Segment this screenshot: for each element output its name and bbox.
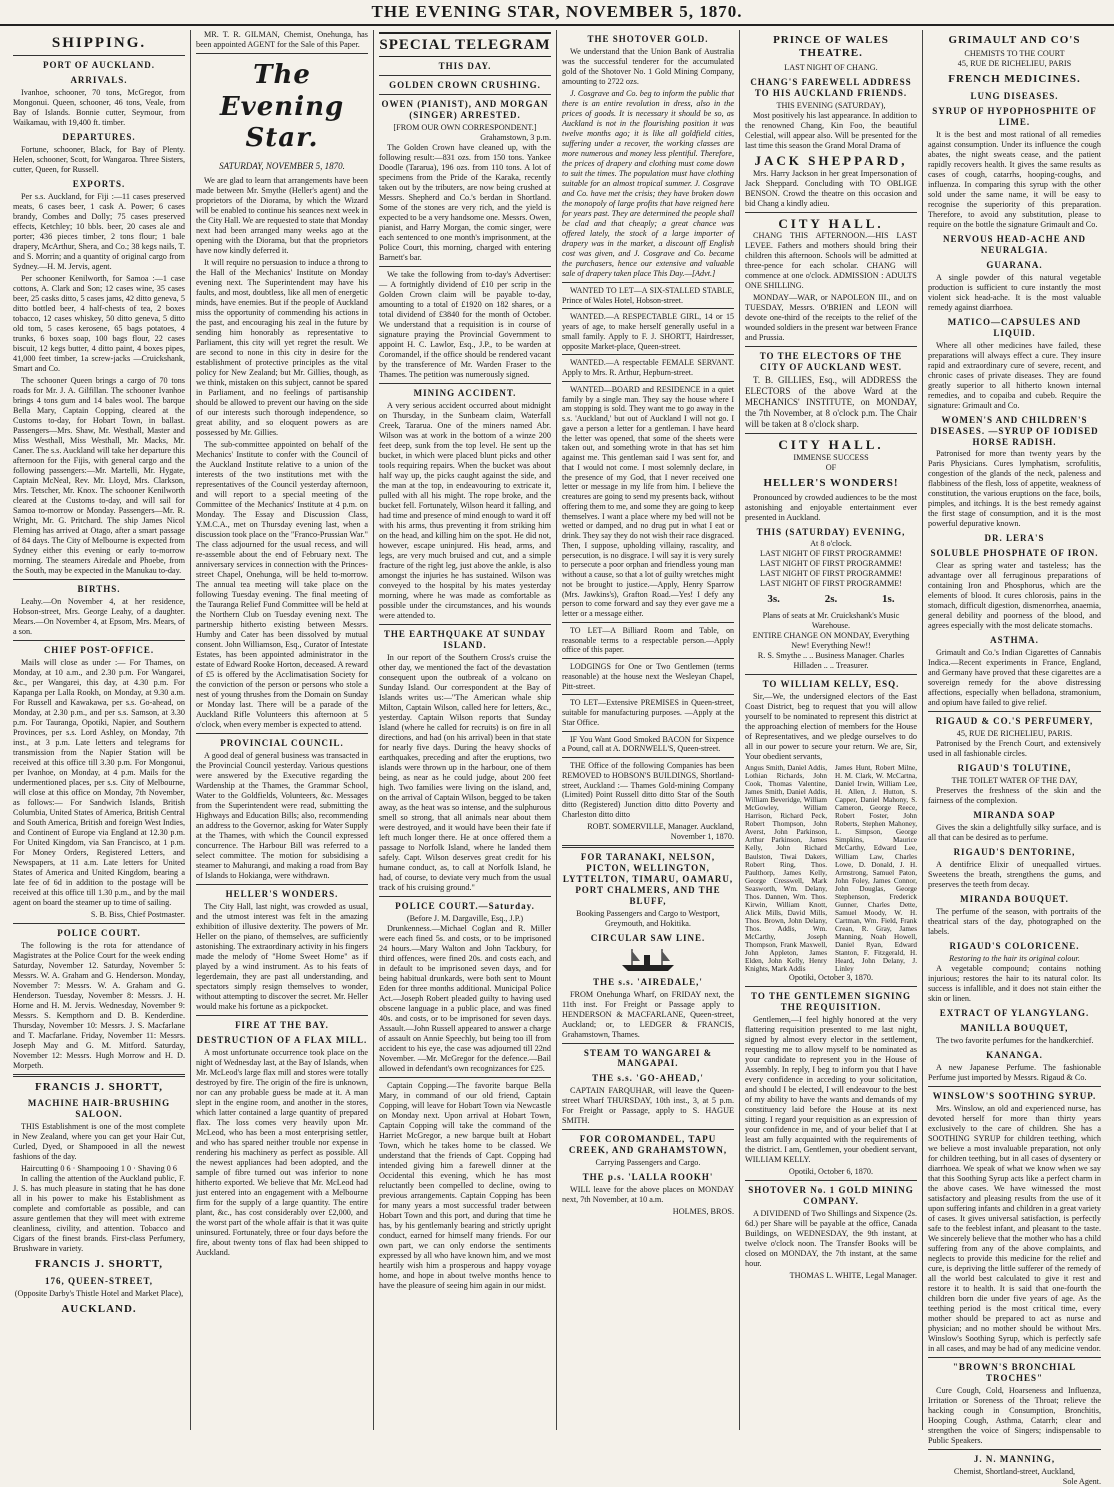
gentlemen-sign: Opotiki, October 6, 1870. <box>788 1167 874 1177</box>
guarana-text: A single powder of this natural vegetable production is sufficient to cure instantly the most violent sick head-ache. It is the most valuable remedy against diarrhoea. <box>928 272 1101 312</box>
kelly-signatories <box>745 764 917 974</box>
police-rota-heading: POLICE COURT. <box>57 928 141 939</box>
jack-sheppard: JACK SHEPPARD, <box>754 152 908 168</box>
lera-text: Clear as spring water and tasteless; has the advantage over all ferruginous preparations of containing Iron and Phosphorus, which are the elements of blood. It cures chlorosis, pains in the stomach, difficult digestion, dismenorrhea, anaemia, general debility and poorness of the blood, and agrees especially with the most delicate stomachs. <box>928 561 1101 631</box>
coloricene-heading: RIGAUD'S COLORICENE. <box>949 941 1080 952</box>
advert-bacon: IF You Want Good Smoked BACON for Sixpence a Pound, call at A. DORNWELL'S, Queen-street. <box>562 734 734 754</box>
coromandel-heading: FOR COROMANDEL, TAPU CREEK, AND GRAHAMSTOWN, <box>568 1134 728 1156</box>
special-telegram-heading: SPECIAL TELEGRAM <box>379 32 551 57</box>
rigaud-heading: RIGAUD & CO.'S PERFUMERY, <box>935 716 1094 727</box>
arrivals-text: Ivanhoe, schooner, 70 tons, McGregor, from Mongonui. Queen, schooner, 46 tons, Veale, from Bay of Islands. Bonnie cutter, Seymour, from Waikamau, with 19,400 ft. timber. <box>13 88 185 128</box>
advert-servant: WANTED.—A respectable FEMALE SERVANT. Apply to Mrs. R. Arthur, Hepburn-street. <box>562 358 734 378</box>
port-heading: PORT OF AUCKLAND. <box>43 60 155 71</box>
dateline: SATURDAY, NOVEMBER 5, 1870. <box>219 161 345 172</box>
departures-text: Fortune, schooner, Black, for Bay of Plenty. Helen, schooner, Scott, for Wangaroa. Three Sisters, cutter, Queen, for Russell. <box>13 145 185 175</box>
of-label: OF <box>825 463 837 473</box>
airedale-text: FROM Onehunga Wharf, on FRIDAY next, the 11th inst. For Freight or Passage apply to HENDERSON & MACFARLANE, Queen-street, Auckland; or, to LEDGER & FRANCIS, Grahamstown, Thames. <box>562 989 734 1039</box>
column-3 <box>374 30 557 1430</box>
advert-billiard: TO LET—A Billiard Room and Table, on reasonable terms to a respectable person.—Apply office of this paper. <box>562 625 734 655</box>
lalla-text: WILL leave for the above places on MONDAY next, 7th November, at 10 a.m. <box>562 1185 734 1205</box>
shortt-footer: FRANCIS J. SHORTT, <box>34 1258 164 1271</box>
shipping-heading: SHIPPING. <box>51 35 147 51</box>
syrup-text: It is the best and most rational of all remedies against consumption. Under its influence the cough abates, the night sweats cease, and the patient rapidly recovers health. It gives the same results as cases of cough, catarrhs, hooping-coughs, and influenza. In comparing this syrup with the other sold under the same name, it will be easy to recognise the superiority of this preparation. Therefore, to avoid any substitution, please to require on the bottle the signature Grimault and Co. <box>928 129 1101 229</box>
city-hall-text: CHANG THIS AFTERNOON.—HIS LAST LEVEE. Fathers and mothers should bring their children this afternoon. Schools will be admitted at three-pence for each scholar. CHANG will commence at one o'clock. ADMISSION : ADULTS ONE SHILLING. <box>745 231 917 291</box>
column-4 <box>557 30 740 1430</box>
grimault-sub: CHEMISTS TO THE COURT <box>964 49 1065 59</box>
copping-text: Captain Copping.—The favorite barque Bella Mary, in command of our old friend, Captain Copping, will leave for Hobart Town via Newcastle on Monday next. Upon arrival at Hobart Town, Captain Copping will take the command of the Harriet McGregor, a new barque built at Hobart Town, which he takes home to be classed. We understand that the friends of Capt. Copping had intended giving him a farewell dinner at the Occidental this evening, which he has most reluctantly been compelled to decline, owing to previous arrangements. Captain Copping has been for many years a most successful trader between Hobart Town and this port, and during that time he has, by his gentlemanly bearing and strictly upright conduct, earned for himself many friends. For our own part, we can only endorse the sentiments expressed by all who have known him, and we most heartily wish him a prosperous and happy voyage home, and hope in about twelve months hence to have the pleasure of seeing him again in our midst. <box>379 1081 551 1291</box>
fire-heading: FIRE AT THE BAY. <box>235 1020 329 1031</box>
column-2 <box>191 30 374 1430</box>
shortt-address-2: (Opposite Darby's Thistle Hotel and Market Place), <box>14 1288 184 1298</box>
ylang-text: The two favorite perfumes for the handkerchief. <box>936 1036 1094 1046</box>
matico-heading: MATICO—CAPSULES AND LIQUID. <box>947 316 1082 338</box>
ports-heading: FOR TARANAKI, NELSON, PICTON, WELLINGTON, LYTTELTON, TIMARU, OAMARU, PORT CHALMERS, AND THE BLUFF, <box>562 851 734 906</box>
shortt-sub: MACHINE HAIR-BRUSHING SALOON. <box>27 1098 171 1120</box>
manning-address: Chemist, Shortland-street, Auckland, <box>953 1466 1076 1476</box>
theatre-text-2: Mrs. Harry Jackson in her great Impersonation of Jack Sheppard. Concluding with TO OBLIGE BENSON. Crowd the theatre on this occasion and bid Chang a kindly adieu. <box>745 168 917 208</box>
shortt-city: AUCKLAND. <box>61 1302 137 1315</box>
arrest-heading: OWEN (PIANIST), AND MORGAN (SINGER) ARRESTED. <box>381 99 549 121</box>
lalla-sign: HOLMES, BROS. <box>672 1207 734 1217</box>
shortt-address: 176, QUEEN-STREET, <box>44 1275 154 1286</box>
manning-heading: J. N. MANNING, <box>973 1454 1056 1464</box>
city-hall-heading: CITY HALL. <box>778 215 884 231</box>
last-night-line: LAST NIGHT OF FIRST PROGRAMME! <box>760 549 902 559</box>
earthquake-heading: THE EARTHQUAKE AT SUNDAY ISLAND. <box>383 629 547 651</box>
police-court-text: Drunkenness.—Michael Coglan and R. Miller were each fined 5s. and costs, or to be imprisoned 24 hours.—Mary Walton and John Tackbury, for third offences, were fined 20s. and costs each, and in default to be imprisoned seven days, and for being habitual drunkards, were both sent to Mount Eden for three months additional. Municipal Police Act.—Joseph Robert pleaded guilty to having used obscene language in a public place, and was fined 40s. and costs, or to be imprisoned for seven days. Assault.—John Russell appeared to answer a charge of assault on Annie Speechly, but being too ill from accident to his eye, the case was adjourned till 22nd November. —Mr. McGregor for the defence.—Bail allowed in defendant's own recognizances for £25. <box>379 924 551 1074</box>
rigaud-text: Patronised by the French Court, and extensively used in all fashionable circles. <box>928 739 1101 759</box>
shortt-text: THIS Establishment is one of the most complete in New Zealand, where you can get your Hair Cut, Curled, Dyed, or Shampooed in all the newest fashions of the day. <box>13 1122 185 1162</box>
manning-agent: Sole Agent. <box>1062 1476 1101 1486</box>
electors-text: T. B. GILLIES, Esq., will ADDRESS the ELECTORS of the above Ward at the MECHANICS' INSTITUTE, on MONDAY, the 7th November, at 8 o'clock p.m. The Chair will be taken at 8 o'clock sharp. <box>745 375 917 430</box>
arrivals-heading: ARRIVALS. <box>70 75 128 86</box>
exports-text-2: Per schooner Kenilworth, for Samoa :—1 case cottons, A. Clark and Son; 12 cases wine, 35 cases beer, 25 casks ditto, 5 cases jams, 42 ditto geneva, 5 ditto bottled beer, 4 half-chests of tea, 2 boxes tobacco, 12 cases whiskey, 50 ditto geneva, 5 ditto old tom, 5 cases kerosene, 65 bags potatoes, 4 trunks, 6 boxes soap, 100 bags flour, 22 cases biscuit, 12 kegs butter, 4 ditto paint, 4 boxes pipes, 41,000 feet timber, 1a screw-jacks —Cruickshank, Smart and Co. <box>13 274 185 374</box>
mining-text: A very serious accident occurred about midnight on Thursday, in the Sunbeam claim, Waterfall Creek, Tararua. One of the miners named Abr. Wilson was at work in the bottom of a winze 200 feet deep, sunk from the top level. He sent up the bucket, in which were placed blunt picks and other tools requiring repairs. When the bucket was about half way up, the picks caught against the side, and the man at the top, in endeavouring to extricate it, pulled with all his might. The rope broke, and the bucket fell. Fortunately, Wilson heard it falling, and had time and presence of mind enough to ward it off with his arms, thus preventing it from striking him on the head, and killing him on the spot. He did not, however, escape uninjured. His head, arms, and legs, are very much bruised and cut, and a simple fracture of the right leg, just above the ankle, is also amongst the injuries he has sustained. Wilson was conveyed to the hospital by his mates yesterday morning, where he was made as comfortable as possible under the circumstances, and his wounds were attended to. <box>379 401 551 621</box>
at-eight: At 8 o'clock. <box>810 539 852 549</box>
shotover-gold-text: We understand that the Union Bank of Australia was the successful tenderer for the accumulated gold of the Shotover No. 1 Gold Mining Company, amounting to 2722 ozs. <box>562 46 734 86</box>
shotover-dividend-sign: THOMAS L. WHITE, Legal Manager. <box>789 1271 917 1281</box>
advert-lodgings: LODGINGS for One or Two Gentlemen (terms reasonable) at the house next the Wesleyan Chapel, Pitt-street. <box>562 662 734 691</box>
fire-sub: DESTRUCTION OF A FLAX MILL. <box>196 1035 368 1046</box>
coloricene-text: A vegetable compound; contains nothing injurious; restores the hair to its natural color. Its success is infallible, and it does not stain either the skin or linen. <box>928 964 1101 1004</box>
this-evening: THIS EVENING (SATURDAY), <box>776 100 886 110</box>
grimault-address: 45, RUE DE RICHELIEU, PARIS <box>957 59 1072 69</box>
miranda-soap-text: Gives the skin a delightfully silky surface, and is all that can be desired as to perfume. <box>928 823 1101 843</box>
dentorine-text: A dentifrice Elixir of unequalled virtues. Sweetens the breath, strengthens the gums, and preserves the teeth from decay. <box>928 860 1101 890</box>
last-night-chang: LAST NIGHT OF CHANG. <box>784 62 878 72</box>
advert-stable: WANTED TO LET—A SIX-STALLED STABLE, Prince of Wales Hotel, Hobson-street. <box>562 285 734 305</box>
seat-plans: Plans of seats at Mr. Cruickshank's Music Warehouse. <box>762 610 900 630</box>
immense-success: IMMENSE SUCCESS <box>793 453 869 463</box>
bouquet-text: The perfume of the season, with portraits of the theatrical stars of the day, photographed on the labels. <box>928 907 1101 937</box>
column-6 <box>923 30 1106 1486</box>
advertiser-text: We take the following from to-day's Advertiser:— A fortnightly dividend of £10 per scrip in the Golden Crown claim will be payable to-day, amounting to a total of £1920 on 182 shares, or a total dividend of £3840 for the month of October. We understand that a requisition is in course of signature praying the Provincial Government to appoint H. C. Lawlor, Esq., J.P., to be warden at Coromandel, if the office should be rendered vacant by the transference of Mr. Warden Fraser to the Thames. The petition was numerously signed. <box>379 270 551 380</box>
cosgrave-advert: J. Cosgrave and Co. beg to inform the public that there is an entire revolution in dress, also in the prices of goods. It is necessary it should be so, as Auckland is not in the flourishing position it was twelve months ago; it is like all goldfield cities, suffering under a recover, the working classes are more numerous and money less plentiful. Therefore, the prices of drapery and clothing must come down to suit the times. The population must have clothing suitable for an almost tropical summer. J. Cosgrave and Co. have met the crisis; they have broken down the monopoly of large profits that have reigned here for years past. They are determined the people shall be clad and that cheaply; a great chance was offered lately, the stock of a large importer of drapery was in the market, a discount off English cost was given, and J. Cosgrave and Co. became the purchasers, hence our extensive and valuable sale of drapery taken place This Day.—[Advt.] <box>562 88 734 278</box>
provincial-text: A good deal of general business was transacted in the Provincial Council yesterday. Various questions were answered by the Executive regarding the Wardenship at the Thames, the Grammar School, Water to the Goldfields, Volunteers, &c. Messages from the Superintendent were read, submitting the Highways and Education Bills; also, recommending an address to the Governor, asking for Water Supply at the Thames, with which the Council expressed concurrence. The Harbour Bill was referred to a select committee. The motion for subsidising a steamer to Mahurangi, and making a road from Bay of Islands to Hokianga, were withdrawn. <box>196 751 368 881</box>
dentorine-heading: RIGAUD'S DENTORINE, <box>953 847 1076 858</box>
chang-farewell: CHANG'S FAREWELL ADDRESS TO HIS AUCKLAND FRIENDS. <box>750 76 912 98</box>
heller-text: The City Hall, last night, was crowded as usual, and the utmost interest was felt in the amazing exhibition of illusive dexterity. The powers of Mr. Heller on the piano, of themselves, are sufficiently astonishing. The extraordinary activity in his fingers made the melody of "Home Sweet Home" as if played by a wind instrument. As to his feats of legerdemain, they are past all understanding, and spectators simply resign themselves to wonder, without attempting to discover the secret. Mr. Heller would make his fortune as a pickpocket. <box>196 902 368 1012</box>
lalla-heading: THE p.s. 'LALLA ROOKH' <box>582 1172 714 1183</box>
ticket-prices <box>745 593 917 606</box>
ylang-heading: EXTRACT OF YLANGYLANG. <box>939 1008 1090 1019</box>
advert-companies: THE Office of the following Companies has been REMOVED to HOBSON'S BUILDINGS, Shortland-street, Auckland :— Thames Gold-mining Company (Limited) Point Russell ditto ditto Star of the South ditto (Registered) Junction ditto ditto Poverty and Charleston ditto ditto <box>562 761 734 819</box>
bronchial-text: Cure Cough, Cold, Hoarseness and Influenza, Irritation or Soreness of the Throat; relieve the hacking cough in Consumption, Bronchitis, Hooping Cough, Asthma, Catarrh; clear and strengthen the voice of Singers; indispensable to Public Speakers. <box>928 1386 1101 1445</box>
tolutine-sub: THE TOILET WATER OF THE DAY, <box>951 776 1078 786</box>
goahead-heading: THE s.s. 'GO-AHEAD,' <box>592 1073 704 1084</box>
masthead-title: THE EVENING STAR, NOVEMBER 5, 1870. <box>371 2 743 21</box>
miranda-soap-heading: MIRANDA SOAP <box>973 810 1056 821</box>
editorial-2: It will require no persuasion to induce a throng to the Hall of the Mechanics' Institute on Monday evening next. The Superintendent may have his faults, and most, doubtless, like all men of energetic minds, have enemies. But if the people of Auckland miss the opportunity of commending his actions in the past, and encouraging his zeal in the future by sending him honorably as representative to Parliament, this city will yet regret the result. We are second to none in this city in desire for the establishment of protective principles as the vital policy for New Zealand; but Mr. Gillies, though, as we think, mistaken on this subject, cannot be spared in Parliament, and no feelings of partisanship should be allowed to prevent our having on the side of our interests such thorough independence, so great ability, and so eloquent powers as are possessed by Mr. Gillies. <box>196 258 368 438</box>
signatories-right: James Hunt, Robert Milne, H. M. Clark, W. McCartna, Daniel Irwin, William Lee, H. Allen, J. Hutton, S. Capper, Daniel Mahony, S. Cameron, George Reece, Robert Foster, John Roberts, Stephen Mahoney, L. Simpson, George Simpkins, Maurice McCarthy, Edward Lee, William Law, Charles Lowe, D. Donald, J. H. Armstrong, Samuel Paton, John Foley, James Connor, John Douglas, George Stephenson, Frederick Gunner, Charles Dette, Samuel Moody, W. H. Cartman, Wm. Field, Frank Crean, R. Gray, James Manning, Noah Howell, Daniel Ryan, Edward Stanton, F. Fitzgerald, H. Heard, John Delany, J. Linley <box>835 763 917 974</box>
women-heading: WOMEN'S AND CHILDREN'S DISEASES. —SYRUP OF IODISED HORSE RADISH. <box>930 414 1099 447</box>
newspaper-columns <box>8 30 1106 1486</box>
sawline-heading: CIRCULAR SAW LINE. <box>590 932 706 943</box>
mining-heading: MINING ACCIDENT. <box>413 388 517 399</box>
price-second: 2s. <box>824 593 838 606</box>
winslow-heading: WINSLOW'S SOOTHING SYRUP. <box>932 1091 1097 1102</box>
asthma-heading: ASTHMA. <box>990 635 1039 646</box>
shortt-heading: FRANCIS J. SHORTT, <box>34 1081 164 1094</box>
airedale-heading: THE s.s. 'AIREDALE,' <box>593 976 703 987</box>
gilman-notice: MR. T. R. GILMAN, Chemist, Onehunga, has been appointed AGENT for the Sale of this Paper. <box>196 30 368 49</box>
police-court-sub: (Before J. M. Dargaville, Esq., J.P.) <box>406 914 524 924</box>
police-court-heading: POLICE COURT.—Saturday. <box>395 901 535 912</box>
newspaper-title: The Evening Star. <box>219 60 345 154</box>
theatre-text: Most positively his last appearance. In addition to the renowned Chang, Kin Foo, the beautiful Celestial, will appear also. Will be presented for the last time this season the Grand Moral Drama of <box>745 110 917 150</box>
masthead <box>0 0 1114 26</box>
shotover-gold-heading: THE SHOTOVER GOLD. <box>587 34 709 44</box>
kananga-heading: KANANGA. <box>986 1050 1043 1061</box>
shotover-dividend-heading: SHOTOVER No. 1 GOLD MINING COMPANY. <box>748 1185 914 1207</box>
kananga-text: A new Japanese Perfume. The fashionable Perfume just imported by Messrs. Rigaud & Co. <box>928 1063 1101 1083</box>
coloricene-sub: Restoring to the hair its original colour. <box>949 954 1080 964</box>
exports-heading: EXPORTS. <box>72 179 126 190</box>
city-hall-2-heading: CITY HALL. <box>778 437 884 453</box>
shortt-prices: Haircutting 0 6 · Shampooing 1 0 · Shaving 0 6 <box>20 1164 177 1174</box>
births-text: Leahy.—On November 4, at her residence, Hobson-street, Mrs. George Leahy, of a daughter. Mears.—On November 4, at Epsom, Mrs. Mears, of a son. <box>13 597 185 637</box>
post-office-sign: S. B. Biss, Chief Postmaster. <box>90 910 185 920</box>
winslow-text: Mrs. Winslow, an old and experienced nurse, has devoted herself for more than thirty years exclusively to the care of children. She has a SOOTHING SYRUP for children teething, which we believe a most invaluable preparation, not only for children teething, but in all cases of dysentery or diarrhoea. We speak of what we know when we say that this Soothing Syrup acts like a perfect charm in the above cases. We have witnessed the most satisfactory and pleasing results from the use of it upon suffering infants and children in a great variety of cases. It gives universal satisfaction, is perfectly safe to the feeblest infant, and pleasant to the taste. We sincerely believe that the mother who has a child suffering from any of the above complaints, and neglects to provide this medicine for the relief and cure, is depriving the little sufferer of the remedy of all the world best calculated to give it rest and restore it to health. It is said that one-fourth the children born die under five years of age. As the teething period is the most critical time, every mother should be prepared to act as nurse and physician; and no mother should be without Mrs. Winslow's Soothing Syrup, which is perfectly safe in all cases, and may be had of any medicine vendor. <box>928 1104 1101 1354</box>
exports-text: Per s.s. Auckland, for Fiji :—11 cases preserved meats, 6 cases beer, 1 cask A. Power; 6 cases brandy, Combes and Dolly; 75 cases preserved effects, Ketchley; 10 bbls. beer, 20 cases ale and porter; 436 pieces timber, 2 tons flour; 1 bale drapery, McArthur, Shera, and Co.; 38 kegs nails, T. and S. Morrin; and a quantity of original cargo from Sydney.—H. M. Jervis, agent. <box>13 192 185 272</box>
nervous-heading: NERVOUS HEAD-ACHE AND NEURALGIA. <box>942 233 1086 255</box>
advert-companies-sign: ROBT. SOMERVILLE, Manager. Auckland, November 1, 1870. <box>587 821 734 841</box>
bronchial-heading: "BROWN'S BRONCHIAL TROCHES" <box>952 1362 1077 1384</box>
golden-crown-heading: GOLDEN CROWN CRUSHING. <box>389 80 541 91</box>
post-office-heading: CHIEF POST-OFFICE. <box>43 645 155 656</box>
entire-change: ENTIRE CHANGE ON MONDAY, Everything New! Everything New!! <box>752 630 910 650</box>
place-time: Grahamstown, 3 p.m. <box>480 133 551 143</box>
guarana-heading: GUARANA. <box>986 259 1043 270</box>
last-night-line: LAST NIGHT OF FIRST PROGRAMME! <box>760 559 902 569</box>
gentlemen-heading: TO THE GENTLEMEN SIGNING THE REQUISITION. <box>751 991 911 1013</box>
advert-girl: WANTED.—A RESPECTABLE GIRL, 14 or 15 years of age, to make herself generally useful in a small family. Apply to F. J. SHORTT, Hairdresser, opposite Market-place, Queen-street. <box>562 312 734 351</box>
earthquake-text: In our report of the Southern Cross's cruise the other day, we mentioned the fact of the devastation consequent upon the outbreak of a volcano on Sunday Island. Our correspondent at the Bay of Islands writes us:—"The American whale ship Milton, Captain Wilson, called here for letters, &c., yesterday. Captain Wilson reports that Sunday Island (where he called for recruits) is on fire in all directions, and had (on his arrival) been in that state for nearly five days. During the heavy shocks of earthquakes, preceding and after the eruptions, two islands were thrown up in the harbour, one of them being, as near as he could judge, about 200 feet high. Two families were living on the island, and, on the arrival of Captain Wilson, begged to be taken away, as the heat was so intense, and the sulphurous smell so strong, that all animals near about them were destroyed, and it would have been their fate if left much longer there. He at once offered them a passage to Norfolk Island, where he landed them safely. Capt. Wilson deserves great credit for his humane conduct, as, to call at Norfolk Island, he had, of course, to deviate very much from the usual track of his cruising ground." <box>379 653 551 893</box>
column-5 <box>740 30 923 1430</box>
women-text: Patronised for more than twenty years by the Paris Physicians. Cures lymphatism, scrofulitis, congestion of the glands of the neck, paleness and flabbiness of the flesh, loss of appetite, weakness of constitution, the various eruptions on the face, boils, pimples, and itchings. It is the best remedy against the first stage of consumption, and it is the most powerful depurative known. <box>928 449 1101 529</box>
ports-text: Booking Passengers and Cargo to Westport, Greymouth, and Hokitika. <box>576 908 720 928</box>
bouquet-heading: MIRANDA BOUQUET. <box>960 894 1069 905</box>
goahead-text: CAPTAIN FARQUHAR, will leave the Queen-street Wharf THURSDAY, 10th inst., 3, at 5 p.m. For Freight or Passage, apply to S. HAGUE SMITH. <box>562 1086 734 1126</box>
rigaud-address: 45, RUE DE RICHELIEU, PARIS. <box>956 729 1073 739</box>
matico-text: Where all other medicines have failed, these preparations will always effect a cure. They insure rapid and extraordinary cure of severe, recent, and chronic cases of private diseases. They are found greatly superior to all hitherto known internal remedies, and to copaiba and cubeb. Require the signature: Grimault and Co. <box>928 340 1101 410</box>
heller-heading: HELLER'S WONDERS. <box>225 889 339 900</box>
advert-board: WANTED—BOARD and RESIDENCE in a quiet family by a single man. They say the house where I am stopping is sold. They want me to go away in the s.s. 'Auckland,' but out of Auckland I will not go. I gave a person a letter for a gentleman. I have heard the letter was opened, that some of the sheets were taken out, and something wrote in that has set him against me. This gentleman said I was sent for, and that I would not come. I most solemnly declare, in the presence of my God, that I never received one letter or message in my life from him. I believe the creatures are going to send my presents back, without offering them to me, and some they are going to keep themselves. I want a place where my bed will not be wetted or damped, and no drug put in what I eat or drink. They say they do not wish their race disgraced. Then, I suppose, upholding villainy, rascality, and persecution, is no disgrace. I will say it is very surely to persecute a poor orphan and friendless young man without a cause, so that a lot of guilty wretches might not be brought to justice.—Apply, Henry Sparrow (Mrs. Jawkins's), Grafton Road.—Yes! I defy any person to come forward and say they ever gave me a letter or a message either. <box>562 384 734 619</box>
syrup-heading: SYRUP OF HYPOPHOSPHITE OF LIME. <box>932 105 1097 127</box>
tolutine-text: Preserves the freshness of the skin and the fairness of the complexion. <box>928 786 1101 806</box>
fire-text: A most unfortunate occurrence took place on the night of Wednesday last, at the Bay of Islands, when Mr. McLeod's large flax mill and stores were totally destroyed by fire. The origin of the fire is unknown, nor can any probable guess be made at it. A man slept in the engine room, and another in the stores, which latter contained a large quantity of prepared flax. The loss comes very heavily upon Mr. McLeod, who has been a most enterprising settler, and who has spared neither trouble nor expense in rendering his machinery as perfect as possible. All the newest appliances had been adopted, and the sample of fibre turned out was inferior to none hitherto exported. We believe that Mr. McLeod had just entered into an engagement with a Melbourne firm for the supply of a large quantity. The entire plant, &c., has cost considerably over £2,000, and the worst part of the whole affair is that it was quite uninsured. Fortunately, three or four days before the fire, about twenty tons of flax had been shipped to Auckland. <box>196 1048 368 1257</box>
city-hall-text-2: MONDAY—WAR, or NAPOLEON III., and on TUESDAY, Messrs. O'BRIEN and LEON will devote one-third of the receipts to the relief of the wounded soldiers in the present war between France and Prussia. <box>745 293 917 343</box>
asthma-text: Grimault and Co.'s Indian Cigarettes of Cannabis Indica.—Recent experiments in France, England, and Germany have proved that these cigarettes are a sovereign remedy for the above distressing affections, especially when belladona, stramonium, and opium have failed to give relief. <box>928 648 1101 708</box>
kelly-heading: TO WILLIAM KELLY, ESQ. <box>762 678 900 689</box>
tolutine-heading: RIGAUD'S TOLUTINE, <box>957 763 1072 774</box>
column-1 <box>8 30 191 1430</box>
departures-heading: DEPARTURES. <box>62 132 136 143</box>
prince-theatre-heading: PRINCE OF WALES THEATRE. <box>773 34 889 60</box>
managers: R. S. Smythe .. .. Business Manager. Charles Hilladen .. .. Treasurer. <box>757 650 905 670</box>
lung-heading: LUNG DISEASES. <box>970 90 1059 101</box>
provincial-heading: PROVINCIAL COUNCIL. <box>220 738 344 749</box>
advert-premises: TO LET—Extensive PREMISES in Queen-street, suitable for manufacturing purposes. —Apply at the Star Office. <box>562 698 734 727</box>
gentlemen-text: Gentlemen,—I feel highly honored at the very flattering requisition presented to me last night, signed by almost every elector in the settlement, requesting me to allow myself to be nominated as your candidate to represent you in the House of Assembly. In reply, I beg to inform you that I have every confidence in acceding to your solicitation, and should I be elected, I will endeavour to the best of my ability to have the wants and demands of my constituency laid before the House at its next sitting. I regard your requisition as an expression of your confidence in me, and of your belief that I at least am fully acquainted with the requirements of the district. I am, Gentlemen, your obedient servant, WILLIAM KELLY. <box>745 1015 917 1165</box>
shortt-text-2: In calling the attention of the Auckland public, F. J. S. has much pleasure in stating that he has done all in his power to make his Establishment as complete and comfortable as possible, and can assure gentlemen that they will meet with extreme cleanliness, civility, and attention. Tobacco and Cigars of the finest brands. First-class Perfumery, Brushware in variety. <box>13 1174 185 1254</box>
electors-heading: TO THE ELECTORS OF THE CITY OF AUCKLAND WEST. <box>759 351 903 373</box>
kelly-text: Sir,—We, the undersigned electors of the East Coast District, beg to request that you will allow yourself to be nominated to represent this district at the approaching election of members for the House of Representatives, and we pledge ourselves to do all in our power to secure your return. We are, Sir, Your obedient servants, <box>745 691 917 761</box>
shipping-news: The schooner Queen brings a cargo of 70 tons roads for Mr. J. A. Gilfillan. The schooner Ivanhoe brings 4 tons gum and 14 bales wool. The barque Bella Mary, Captain Copping, cleared at the Customs to-day, for Hobart Town, in ballast. Passengers—Mrs. Shaw, Mr. Westhall, Master and Miss Westhall, Miss Westhall, Mr. Macks, Mr. Caner. The s.s. Auckland will take her departure this afternoon for the Fijis, with general cargo and the following passengers:—Mr. Martelli, Mr. Hygate, Captain McNeal, Rev. Mr. Lloyd, Mrs. Clarkson, Mrs. Tetscher, Mr. Knox. The schooner Kenilworth cleared at the Customs to-day, and will sail for Samoa to-morrow or Monday. Passengers—Mr. R. Wright, Mr. G. Pritchard. The ship James Nicol Fleming has arrived at Otago, after a smart passage of 84 days. The City of Melbourne is expected from Sydney either this evening or early to-morrow morning. The steamers Airedale and Phoebe, from the South, may be expected in the Manukau to-day. <box>13 376 185 576</box>
steam-heading: STEAM TO WANGAREI & MANGAPAI. <box>583 1047 713 1069</box>
price-third: 1s. <box>882 593 895 606</box>
heller-wonders-heading: HELLER'S WONDERS! <box>763 477 899 490</box>
shotover-dividend-text: A DIVIDEND of Two Shillings and Sixpence (2s. 6d.) per Share will be payable at the office, Canada Buildings, on WEDNESDAY, the 9th instant, at twelve o'clock noon. The Transfer Books will be closed on MONDAY, the 7th instant, at the same hour. <box>745 1209 917 1269</box>
steamship-icon <box>618 947 678 973</box>
editorial-3: The sub-committee appointed on behalf of the Mechanics' Institute to confer with the Council of the Auckland Institute relative to a union of the interests of the two institutions met with the representatives of the Council yesterday afternoon, and will report to a special meeting of the Committee of the Mechanics' Institute at 4 p.m. on Monday. The Essay and Discussion Class, Y.M.C.A., met on Thursday evening last, when a discussion took place on the "Franco-Prussian War." The class adjourned for the usual recess, and will re-assemble about the end of February next. The anniversary services in connection with the Princes-street Chapel, Onehunga, will be held to-morrow. The annual tea meeting will take place on the following Tuesday evening. The final meeting of the Tauranga Relief Fund Committee will be held at the Northern Club on Tuesday evening next. The partnership hitherto existing between Messrs. Humby and Cater has been dissolved by mutual consent. John Williamson, Esq., Curator of Intestate Estates, has been appointed administrator in the estate of Edward Rooke Horton, deceased. A reward of £5 is offered by the Acclimatisation Society for the conviction of the person or persons who stole a nest of young thrushes from the Domain on Sunday or Monday last. There will be a parade of the Auckland Rifle Volunteers this afternoon at 5 o'clock, when every member is expected to attend. <box>196 440 368 730</box>
editorial-1: We are glad to learn that arrangements have been made between Mr. Smythe (Heller's agent) and the proprietors of the Diorama, by which the Wizard will be enabled to continue his seances next week in the City Hall. We are requested to state that Monday next had been arranged many weeks ago at the opening with the Diorama, but that the proprietors have now kindly deferred it. <box>196 176 368 256</box>
signatories-left: Angus Smith, Daniel Addis, Lothian Richards, John Cook, Thomas Valentine, James Smith, Daniel Addis, William Beveridge, William McGowley, William Harrison, Richard Peck, Robert Thompson, John Averst, John Parkinson, Arthur Parkinson, James Kelly, John Richard Baulston, Tiwai Dakers, Robert Ring, Thos. Paulthorp, James Kelly, George Cresswell, Mark Seasworth, Wm. Delany, Thos. Dannen, Wm. Thos. Kirwin, William Knott, Alick Mills, David Mills, Thos. Brown, John Delany, Thos. Addis, Wm. McCarthy, Joseph Thompson, Frank Maxwell, John Appleton, James Elden, John Kelly, Henry Knights, Mark Addis <box>745 763 827 974</box>
this-day: THIS DAY. <box>438 61 492 72</box>
french-medicines: FRENCH MEDICINES. <box>948 73 1081 86</box>
manilla-heading: MANILLA BOUQUET, <box>960 1023 1069 1034</box>
lera-sub: SOLUBLE PHOSPHATE OF IRON. <box>930 548 1099 559</box>
heller-wonders-text: Pronounced by crowded audiences to be the most astonishing and enjoyable entertainment ever presented in Auckland. <box>745 492 917 522</box>
last-night-line: LAST NIGHT OF FIRST PROGRAMME! <box>760 569 902 579</box>
telegram-text: The Golden Crown have cleaned up, with the following result:—831 ozs. from 150 tons. Yankee Doodle (Tararua), 196 ozs. from 110 tons. A lot of specimens from the Pride of the Karaka, recently taken out by the tributers, are now being crushed at Messrs. Shepherd and Co.'s berdan in Shortland. Some of the stones are very rich, and the yield is expected to be a very handsome one. Messrs. Owen, pianist, and Harry Morgan, the comic singer, were each sentenced to one month's imprisonment, at the Police Court, this morning, charged with entering Barnett's bar. <box>379 143 551 263</box>
saturday-evening: THIS (SATURDAY) EVENING, <box>756 526 906 537</box>
police-rota-text: The following is the rota for attendance of Magistrates at the Police Court for the week ending Saturday, November 12. Saturday, November 5: Messrs. W. A. Graham and G. Henderson. Monday, November 7: Messrs. W. A. Graham and G. Henderson. Tuesday, November 8: Messrs. J. H. Horne and H. M. Jervis. Wednesday, November 9: Messrs. S. Kempthorn and D. B. Kenderdine. Thursday, November 10: Messrs. J. S. Macfarlane and T. Macfarlane. Friday, November 11: Messrs. Joseph May and G. M. Mitford. Saturday, November 12: Messrs. Hugh Morrow and H. D. Morpeth. <box>13 941 185 1071</box>
price-first: 3s. <box>767 593 780 606</box>
correspondent: [FROM OUR OWN CORRESPONDENT.] <box>393 123 537 133</box>
post-office-text: Mails will close as under :— For Thames, on Monday, at 10 a.m., and 2.30 p.m. For Wangarei, &c., per Wangarei, this day, at 4.30 p.m. For Kapanga per Lalla Rookh, on Monday, at 9.30 a.m. For Russell and Kawakawa, per s.s. Go-ahead, on Monday, at 2.30 p.m., and per s.s. Samson, at 3.30 p.m. For Tauranga, Opotiki, Napier, and Southern Provinces, per s.s. Lord Ashley, on Monday, 7th inst., at 3 p.m. Late letters and telegrams for transmission from the Napier Station will be received at this office till 3.30 p.m. For Mongonui, per Ivanhoe, on Monday, at 4 p.m. Mails for the undermentioned places, per s.s. City of Melbourne, will close at this office on Monday, 7th November, as follows:— For Sandwich Islands, British Columbia, United States of America, British Central and South America, British and foreign West Indies, and Continent of Europe via England at 12.30 p.m. For United Kingdom, via San Francisco, at 1 p.m. For Money Orders, Registered Letters, and Newspapers, at 11 a.m. Late letters for United States of America and United Kingdom, bearing a late fee of 6d in addition to the postage will be received at this office till 1.30 p.m., and by the mail agent on board the steamer up to time of sailing. <box>13 658 185 908</box>
last-night-line: LAST NIGHT OF FIRST PROGRAMME! <box>760 579 902 589</box>
births-heading: BIRTHS. <box>77 584 121 595</box>
coromandel-sub: Carrying Passengers and Cargo. <box>595 1158 701 1168</box>
grimault-heading: GRIMAULT AND CO'S <box>948 34 1081 46</box>
kelly-sign: Opotiki, October 3, 1870. <box>788 973 874 983</box>
lera-heading: DR. LERA'S <box>984 533 1045 544</box>
